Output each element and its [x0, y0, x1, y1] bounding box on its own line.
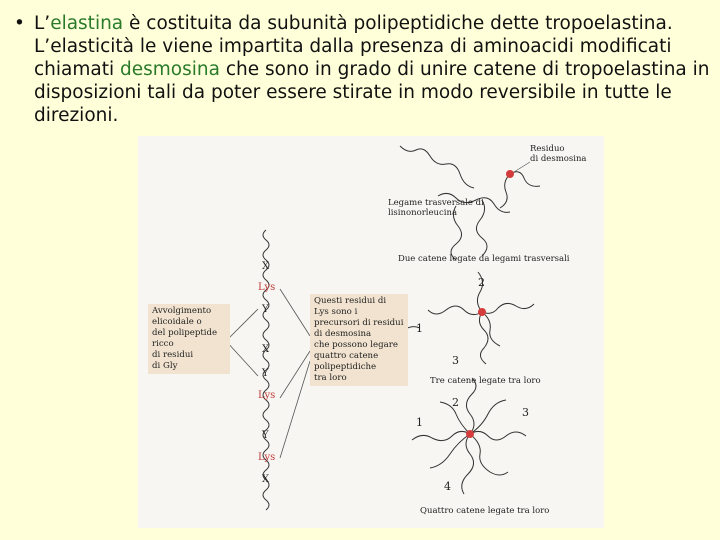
text-part-2: è costituita da subunità polipeptidiche dette tropoelastina. L’elasticità le viene impartita dalla presenza di aminoacidi modificati chiamati [34, 13, 673, 80]
chain-number-2: 2 [478, 276, 485, 289]
chain-residue-x: X [262, 474, 270, 485]
desmosine-dot-bottom [466, 430, 474, 438]
chain-number-4: 4 [444, 480, 451, 493]
chain-bot-1 [412, 431, 470, 440]
text-part-3: che sono in grado di unire catene di tropoelastina in disposizioni tali da poter essere stirate in modo reversibile in tutte le direzioni. [34, 59, 710, 126]
crosslink-label: Legame trasversale di lisinonorleucina [388, 198, 484, 218]
three-chains-caption: Tre catene legate tra loro [430, 376, 541, 386]
chain-bot-8 [470, 400, 506, 434]
chain-bot-2 [466, 378, 476, 434]
bracket-line [226, 341, 258, 376]
desmosine-dot-top [506, 170, 514, 178]
residue-label: Residuo di desmosina [530, 144, 587, 164]
chain-residue-x: X [262, 261, 270, 272]
chain-residue-lys: Lys [258, 452, 276, 463]
chain-number-3: 3 [522, 406, 529, 419]
chain-residue-lys: Lys [258, 390, 276, 401]
chain-bot-3 [470, 431, 526, 440]
helix-description-box: Avvolgimento elicoidale o del polipeptide ricco di residui di Gly [148, 304, 230, 374]
pointer-residue [514, 162, 530, 172]
chain-number-1: 1 [416, 322, 423, 335]
chain-top-e [500, 174, 510, 208]
chain-mid-3 [482, 303, 534, 313]
chain-mid-4 [479, 312, 488, 364]
chain-residue-y: Y [262, 430, 269, 441]
paragraph-text [34, 12, 714, 127]
bracket-line [226, 309, 258, 341]
chain-residue-lys: Lys [258, 282, 276, 293]
lys-description-box: Questi residui di Lys sono i precursori di residui di desmosina che possono legare quattro catene polipeptidiche tra loro [310, 294, 408, 386]
text-part-1: L’ [34, 13, 51, 34]
chain-number-2: 2 [452, 396, 459, 409]
chain-residue-y: Y [262, 368, 269, 379]
chain-mid-6 [482, 312, 500, 346]
chain-number-1: 1 [416, 416, 423, 429]
bullet-marker: • [14, 13, 25, 34]
four-chains-caption: Quattro catene legate tra loro [420, 506, 550, 516]
elastin-figure [138, 136, 604, 528]
chain-bot-6 [470, 434, 508, 475]
desmosine-dot-middle [478, 308, 486, 316]
term-desmosina: desmosina [120, 59, 220, 80]
bullet-paragraph [14, 12, 714, 127]
chain-number-3: 3 [452, 354, 459, 367]
term-elastina: elastina [50, 13, 124, 34]
lys-pointer [280, 361, 310, 458]
chain-mid-5 [428, 306, 482, 315]
chain-residue-y: Y [262, 304, 269, 315]
chain-bot-7 [430, 434, 470, 468]
lys-pointer [280, 289, 310, 336]
two-chains-caption: Due catene legate da legami trasversali [398, 254, 570, 264]
chain-top-f [510, 172, 540, 187]
chain-bot-4 [462, 434, 474, 494]
chain-top-a [400, 146, 474, 188]
chain-residue-x: X [262, 344, 270, 355]
